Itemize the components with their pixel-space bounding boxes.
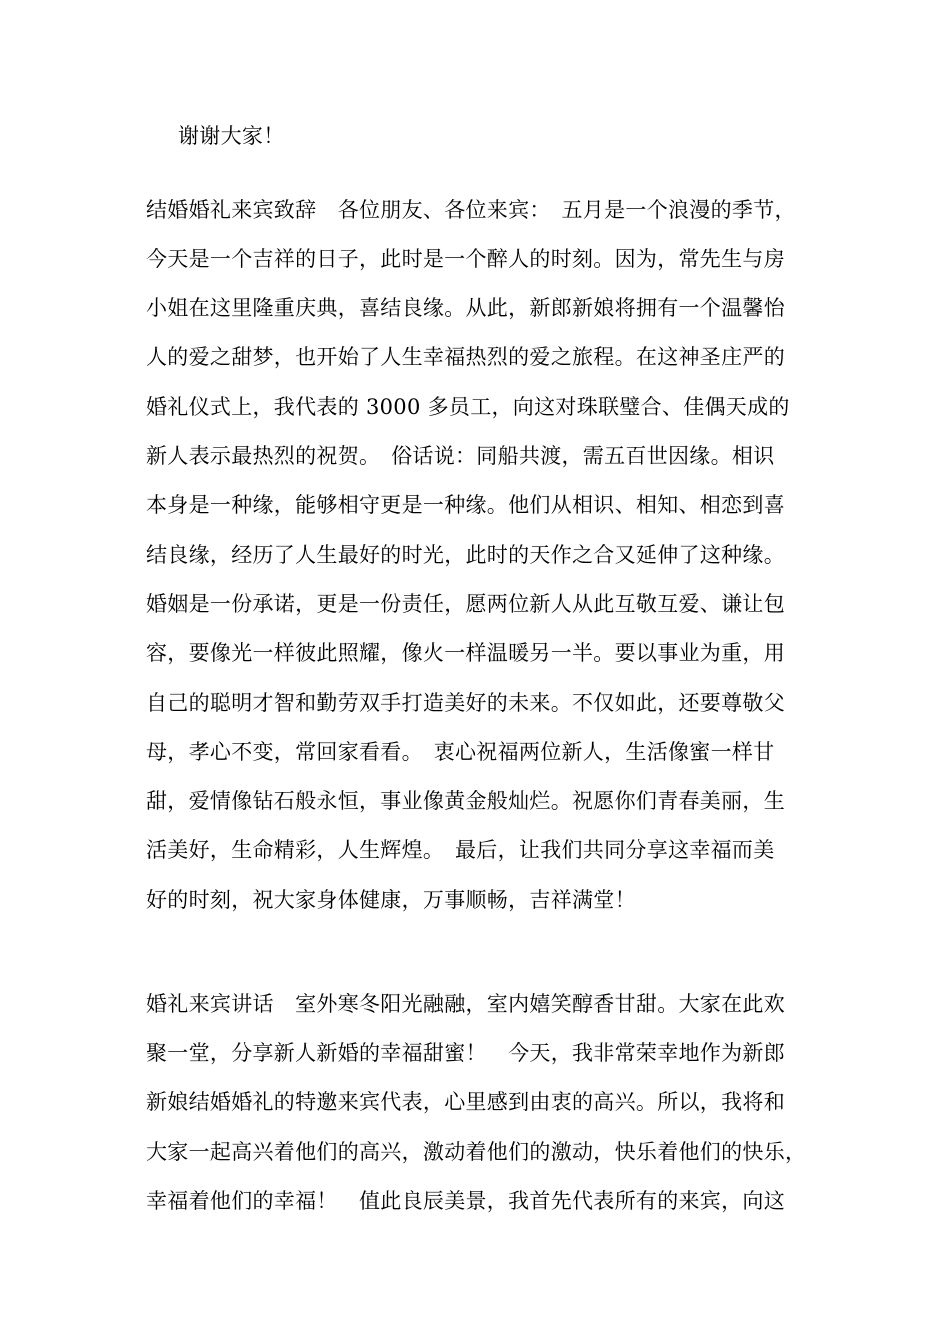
text-line: 结婚婚礼来宾致辞 各位朋友、各位来宾： 五月是一个浪漫的季节，: [146, 198, 796, 222]
text-line: 婚礼仪式上，我代表的 3000 多员工，向这对珠联璧合、佳偶天成的: [146, 395, 790, 419]
text-line: 大家一起高兴着他们的高兴，激动着他们的激动，快乐着他们的快乐，: [146, 1140, 807, 1164]
text-line: 新人表示最热烈的祝贺。 俗话说：同船共渡，需五百世因缘。相识: [146, 444, 775, 468]
text-line: 母，孝心不变，常回家看看。 衷心祝福两位新人，生活像蜜一样甘: [146, 740, 775, 764]
text-line: 婚礼来宾讲话 室外寒冬阳光融融，室内嬉笑醇香甘甜。大家在此欢: [146, 992, 785, 1016]
text-line: 本身是一种缘，能够相守更是一种缘。他们从相识、相知、相恋到喜: [146, 493, 785, 517]
text-line: 自己的聪明才智和勤劳双手打造美好的未来。不仅如此，还要尊敬父: [146, 691, 785, 715]
text-line: 甜，爱情像钻石般永恒，事业像黄金般灿烂。祝愿你们青春美丽，生: [146, 789, 785, 813]
text-line: 容，要像光一样彼此照耀，像火一样温暖另一半。要以事业为重，用: [146, 641, 785, 665]
text-line: 聚一堂，分享新人新婚的幸福甜蜜！ 今天，我非常荣幸地作为新郎: [146, 1041, 785, 1065]
text-line: 好的时刻，祝大家身体健康，万事顺畅，吉祥满堂！: [146, 888, 636, 912]
text-line: 小姐在这里隆重庆典，喜结良缘。从此，新郎新娘将拥有一个温馨怡: [146, 296, 785, 320]
text-line: 今天是一个吉祥的日子，此时是一个醉人的时刻。因为，常先生与房: [146, 247, 785, 271]
text-line: 活美好，生命精彩，人生辉煌。 最后，让我们共同分享这幸福而美: [146, 838, 775, 862]
text-line: 婚姻是一份承诺，更是一份责任，愿两位新人从此互敬互爱、谦让包: [146, 592, 785, 616]
text-line: 新娘结婚婚礼的特邀来宾代表，心里感到由衷的高兴。所以，我将和: [146, 1090, 785, 1114]
text-line: 谢谢大家！: [178, 124, 285, 148]
text-line: 结良缘，经历了人生最好的时光，此时的天作之合又延伸了这种缘。: [146, 543, 785, 567]
text-line: 幸福着他们的幸福！ 值此良辰美景，我首先代表所有的来宾，向这: [146, 1189, 785, 1213]
text-line: 人的爱之甜梦，也开始了人生幸福热烈的爱之旅程。在这神圣庄严的: [146, 345, 785, 369]
